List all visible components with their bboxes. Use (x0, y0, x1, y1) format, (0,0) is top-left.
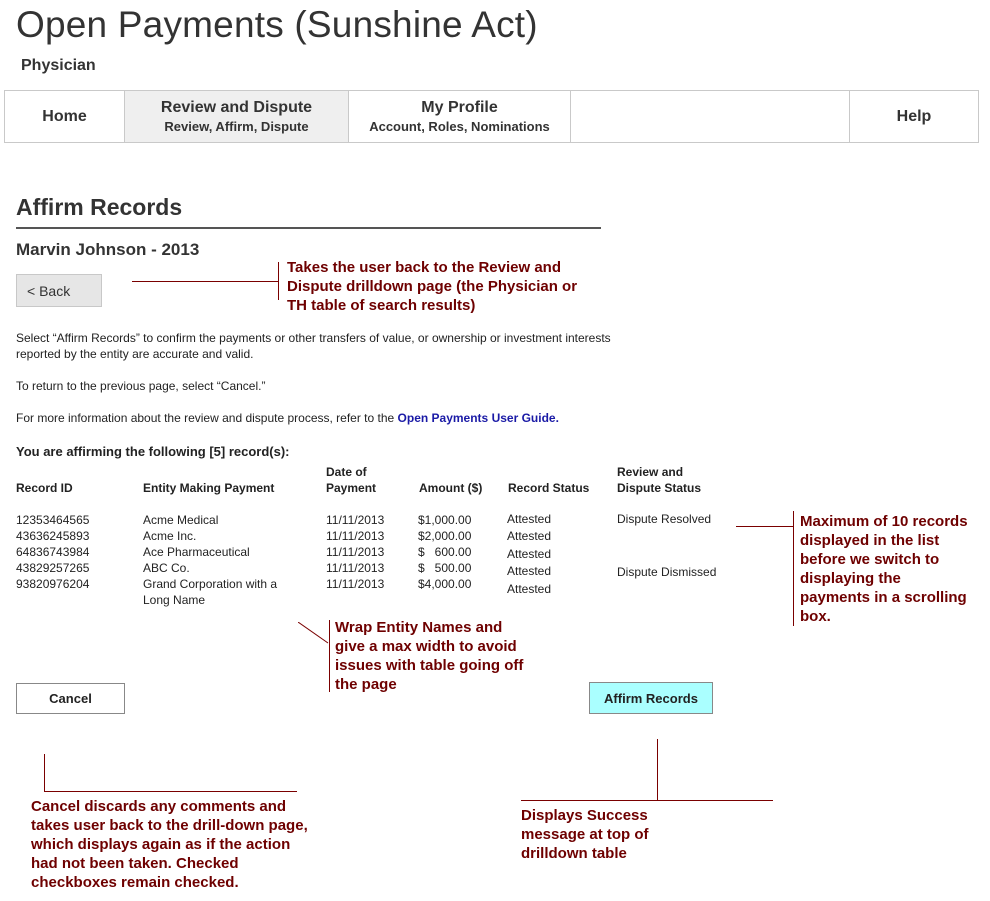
site-title: Open Payments (Sunshine Act) (16, 4, 538, 45)
affirm-records-button[interactable] (589, 682, 713, 714)
nav-spacer (571, 91, 850, 142)
cell-date: 11/11/2013 (326, 561, 385, 575)
annotation-connector (278, 262, 279, 300)
col-header-dispute-status: Review and Dispute Status (617, 465, 702, 495)
col-header-amount: Amount ($) (419, 481, 483, 495)
cell-amount: $4,000.00 (418, 577, 472, 591)
cell-date: 11/11/2013 (326, 545, 385, 559)
cell-entity: Grand Corporation with a Long Name (143, 577, 278, 607)
nav-my-profile[interactable] (349, 91, 571, 142)
nav-home-label: Home (42, 107, 87, 125)
title-divider (16, 227, 601, 229)
more-info-text: For more information about the review and dispute process, refer to the (16, 411, 398, 425)
annotation-connector (521, 800, 773, 801)
annotation-connector (44, 754, 45, 792)
annotation-connector (793, 511, 794, 626)
affirm-count-heading: You are affirming the following [5] record(s): (16, 444, 290, 459)
instruction-affirm: Select “Affirm Records” to confirm the payments or other transfers of value, or ownership or investment interests reported by the entity are accurate and valid. (16, 331, 611, 361)
cell-date: 11/11/2013 (326, 529, 385, 543)
page-title: Affirm Records (16, 194, 183, 220)
cell-record-status: Attested (507, 582, 552, 596)
cell-record-status: Attested (507, 564, 552, 578)
nav-review-dispute[interactable] (125, 91, 349, 142)
cell-entity: Ace Pharmaceutical (143, 545, 250, 559)
annotation-back: Takes the user back to the Review and Dispute drilldown page (the Physician or TH table of search results) (287, 259, 578, 314)
cell-record-id: 43636245893 (16, 529, 90, 543)
annotation-max-records: Maximum of 10 records displayed in the list before we switch to displaying the payments in a scrolling box. (800, 513, 968, 625)
nav-home[interactable] (5, 91, 125, 142)
affirm-button-label: Affirm Records (604, 690, 698, 706)
cell-entity: ABC Co. (143, 561, 190, 575)
cell-date: 11/11/2013 (326, 577, 385, 591)
cell-record-status: Attested (507, 547, 552, 561)
user-guide-link[interactable]: Open Payments User Guide. (397, 411, 559, 425)
cell-entity: Acme Inc. (143, 529, 197, 543)
col-header-date: Date of Payment (326, 465, 377, 495)
cancel-button[interactable] (16, 683, 125, 714)
cell-dispute-status: Dispute Resolved (617, 512, 712, 526)
nav-profile-label: My Profile (421, 99, 498, 116)
cell-amount: $ 600.00 (418, 545, 472, 559)
nav-review-label: Review and Dispute (160, 99, 313, 116)
cell-record-id: 64836743984 (16, 545, 90, 559)
diagonal-connector-line (298, 622, 330, 644)
cell-record-status: Attested (507, 529, 552, 543)
cell-dispute-status: Dispute Dismissed (617, 565, 717, 579)
annotation-connector (44, 791, 297, 792)
nav-review-sub: Review, Affirm, Dispute (164, 119, 309, 134)
back-button[interactable] (16, 274, 102, 307)
annotation-connector (657, 739, 658, 800)
cell-record-id: 93820976204 (16, 577, 90, 591)
cancel-button-label: Cancel (49, 691, 92, 706)
annotation-connector (329, 620, 330, 692)
cell-amount: $1,000.00 (418, 513, 472, 527)
cell-entity: Acme Medical (143, 513, 219, 527)
cell-record-id: 12353464565 (16, 513, 90, 527)
main-nav (4, 90, 979, 143)
user-role: Physician (21, 57, 96, 74)
cell-record-status: Attested (507, 512, 552, 526)
cell-amount: $2,000.00 (418, 529, 472, 543)
annotation-cancel: Cancel discards any comments and takes user back to the drill-down page, which displays again as if the action had not been taken. Checked checkboxes remain checked. (31, 798, 308, 891)
nav-profile-sub: Account, Roles, Nominations (369, 119, 550, 134)
nav-help-label: Help (896, 107, 932, 125)
annotation-success: Displays Success message at top of drilldown table (521, 807, 649, 862)
annotation-wrap-entity: Wrap Entity Names and give a max width to avoid issues with table going off the page (335, 619, 524, 693)
back-button-label: < Back (27, 282, 71, 299)
instruction-more-info (16, 410, 636, 426)
annotation-connector (132, 281, 279, 282)
annotation-connector (298, 622, 330, 644)
col-header-entity: Entity Making Payment (143, 481, 275, 495)
cell-record-id: 43829257265 (16, 561, 90, 575)
nav-help[interactable] (850, 91, 978, 142)
annotation-connector (736, 526, 793, 527)
col-header-record-id: Record ID (16, 481, 73, 495)
physician-name-year: Marvin Johnson - 2013 (16, 240, 200, 259)
instruction-cancel: To return to the previous page, select “Cancel.” (16, 379, 266, 393)
cell-amount: $ 500.00 (418, 561, 472, 575)
col-header-record-status: Record Status (508, 481, 590, 495)
cell-date: 11/11/2013 (326, 513, 385, 527)
